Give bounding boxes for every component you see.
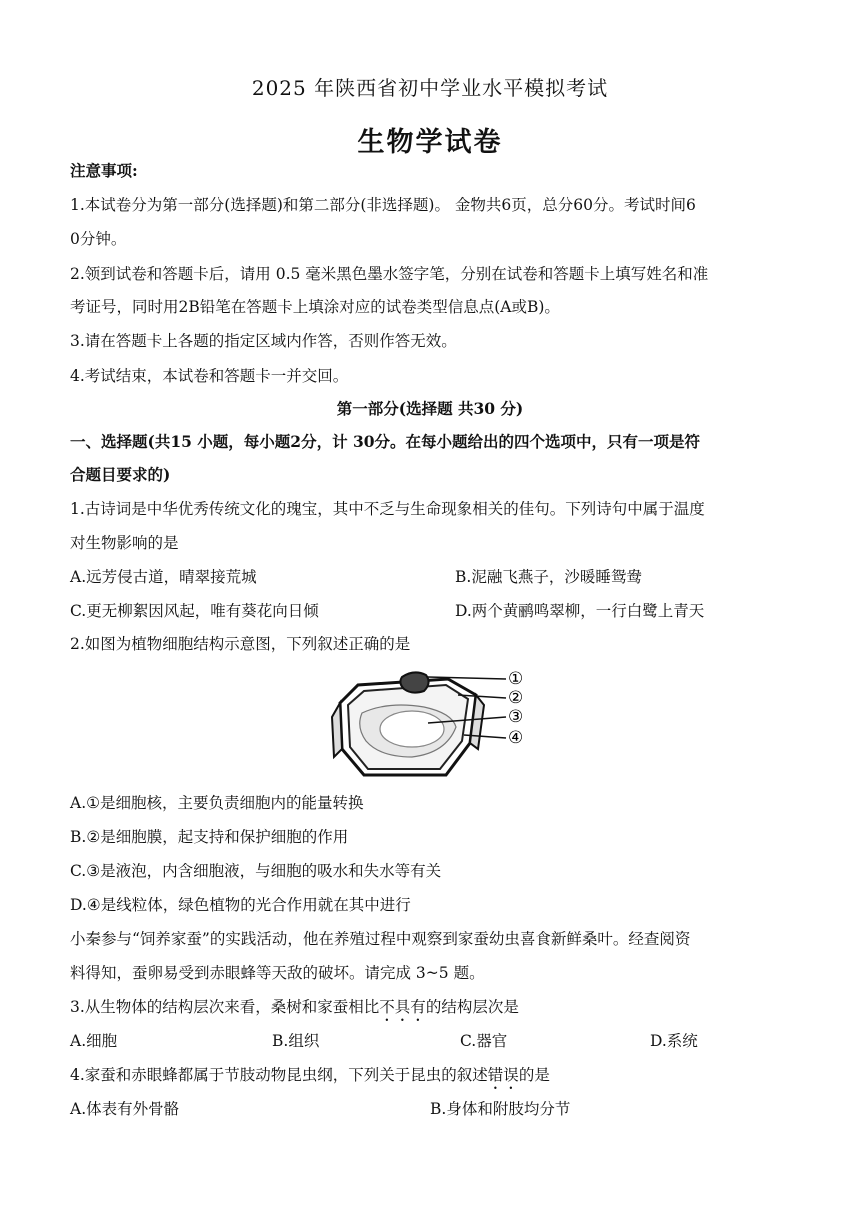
q1-option-a: A.远芳侵古道，晴翠接荒城 <box>70 568 257 586</box>
q3-option-b: B.组织 <box>272 1032 320 1050</box>
nucleus <box>400 672 428 692</box>
cell-side-face <box>332 703 342 757</box>
q3-option-d: D.系统 <box>650 1032 698 1050</box>
q2-option-a: A.①是细胞核，主要负责细胞内的能量转换 <box>70 794 364 812</box>
material-line-2: 料得知，蚕卵易受到赤眼蜂等天敌的破坏。请完成 3~5 题。 <box>70 964 485 982</box>
q1-option-d: D.两个黄鹂鸣翠柳，一行白鹭上青天 <box>455 602 705 620</box>
exam-title: 2025 年陕西省初中学业水平模拟考试 <box>251 76 609 100</box>
note-3: 3.请在答题卡上各题的指定区域内作答，否则作答无效。 <box>70 332 457 350</box>
q1-stem-line-1: 1.古诗词是中华优秀传统文化的瑰宝，其中不乏与生命现象相关的佳句。下列诗句中属于温度 <box>70 500 705 518</box>
note-4: 4.考试结束，本试卷和答题卡一并交回。 <box>70 367 349 385</box>
part1-heading: 第一部分(选择题 共30 分) <box>336 399 524 418</box>
note-2-line-2: 考证号，同时用2B铅笔在答题卡上填涂对应的试卷类型信息点(A或B)。 <box>70 298 560 316</box>
material-line-1: 小秦参与“饲养家蚕”的实践活动，他在养殖过程中观察到家蚕幼虫喜食新鲜桑叶。经查阅资 <box>70 930 691 948</box>
q2-option-d: D.④是线粒体，绿色植物的光合作用就在其中进行 <box>70 896 411 914</box>
note-1-line-2: 0分钟。 <box>70 230 127 248</box>
q4-stem-pre: 4.家蚕和赤眼蜂都属于节肢动物昆虫纲，下列关于昆虫的叙述 <box>70 1066 488 1084</box>
q1-stem-line-2: 对生物影响的是 <box>70 534 179 552</box>
q3-stem <box>70 997 519 1025</box>
label-2: ② <box>508 688 524 708</box>
q2-stem: 2.如图为植物细胞结构示意图，下列叙述正确的是 <box>70 635 411 653</box>
q4-stem-emphasis: 错误 <box>487 1066 519 1084</box>
vacuole <box>380 711 444 747</box>
q3-option-c: C.器官 <box>460 1032 508 1050</box>
q1-option-c: C.更无柳絮因风起，唯有葵花向日倾 <box>70 602 319 620</box>
plant-cell-diagram <box>328 665 528 781</box>
label-1: ① <box>508 669 524 689</box>
label-4: ④ <box>508 728 524 748</box>
q3-stem-post: 的结构层次是 <box>425 998 519 1016</box>
q2-option-c: C.③是液泡，内含细胞液，与细胞的吸水和失水等有关 <box>70 862 442 880</box>
plant-cell-svg <box>328 665 528 781</box>
label-3: ③ <box>508 707 524 727</box>
q3-stem-emphasis: 不具有 <box>379 998 426 1016</box>
note-1-line-1: 1.本试卷分为第一部分(选择题)和第二部分(非选择题)。 金物共6页，总分60分。考试时间6 <box>70 196 696 214</box>
q4-stem-post: 的是 <box>518 1066 550 1084</box>
q4-option-a: A.体表有外骨骼 <box>70 1100 180 1118</box>
q2-option-b: B.②是细胞膜，起支持和保护细胞的作用 <box>70 828 349 846</box>
section1-instructions-line-1: 一、选择题(共15 小题，每小题2分，计 30分。在每小题给出的四个选项中，只有一项是符 <box>70 432 701 451</box>
exam-subject: 生物学试卷 <box>357 127 503 158</box>
section1-instructions-line-2: 合题目要求的) <box>70 465 171 484</box>
q3-option-a: A.细胞 <box>70 1032 118 1050</box>
q1-option-b: B.泥融飞燕子，沙暖睡鸳鸯 <box>455 568 642 586</box>
notes-heading: 注意事项: <box>70 161 138 180</box>
q4-stem <box>70 1065 550 1093</box>
note-2-line-1: 2.领到试卷和答题卡后，请用 0.5 毫米黑色墨水签字笔，分别在试卷和答题卡上填写姓名和准 <box>70 265 709 283</box>
q3-stem-pre: 3.从生物体的结构层次来看，桑树和家蚕相比 <box>70 998 380 1016</box>
q4-option-b: B.身体和附肢均分节 <box>430 1100 571 1118</box>
